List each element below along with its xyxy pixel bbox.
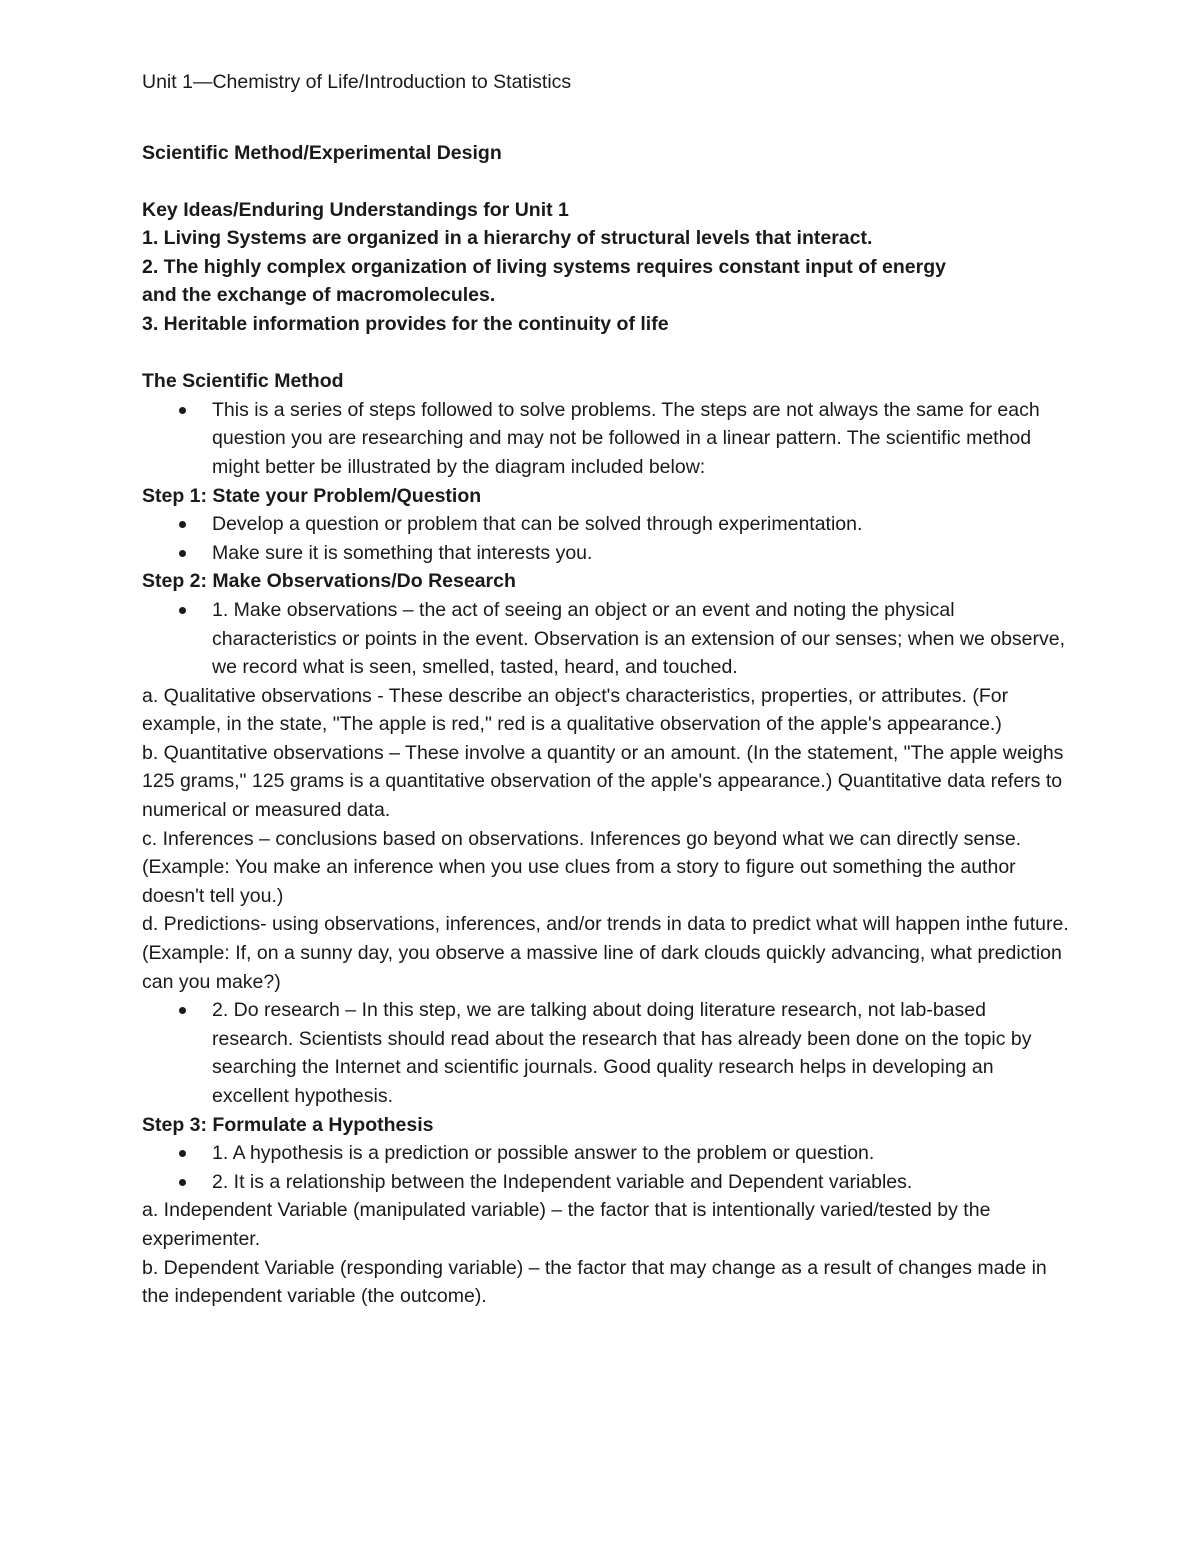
key-ideas-heading: Key Ideas/Enduring Understandings for Unit 1: [142, 198, 569, 221]
document-page: [142, 68, 1072, 1311]
bullet-icon: [179, 521, 186, 528]
bullet-icon: [179, 1007, 186, 1014]
list-item: Make sure it is something that interests you.: [212, 539, 1072, 568]
bullet-icon: [179, 407, 186, 414]
independent-variable: a. Independent Variable (manipulated variable) – the factor that is intentionally varied/tested by the experimenter.: [142, 1199, 991, 1250]
bullet-icon: [179, 1150, 186, 1157]
key-idea-2-line2: and the exchange of macromolecules.: [142, 284, 496, 307]
list-item: 2. Do research – In this step, we are talking about doing literature research, not lab-based research. Scientists should read about the research that has already been done on the topic by searching the Internet and scientific journals. Good quality research helps in developing an excellent hypothesis.: [212, 996, 1072, 1110]
step2-list-2: [142, 996, 1072, 1110]
inferences: c. Inferences – conclusions based on observations. Inferences go beyond what we can directly sense. (Example: You make an inference when you use clues from a story to figure out something the author doesn't tell you.): [142, 827, 1022, 907]
list-item: 1. Make observations – the act of seeing an object or an event and noting the physical characteristics or points in the event. Observation is an extension of our senses; when we observe, we record what is seen, smelled, tasted, heard, and touched.: [212, 596, 1072, 682]
list-item: 2. It is a relationship between the Independent variable and Dependent variables.: [212, 1168, 1072, 1197]
scientific-method-heading: The Scientific Method: [142, 370, 344, 393]
section-title: Scientific Method/Experimental Design: [142, 141, 502, 164]
list-item: This is a series of steps followed to solve problems. The steps are not always the same for each question you are researching and may not be followed in a linear pattern. The scientific method might better be illustrated by the diagram included below:: [212, 396, 1072, 482]
dependent-variable: b. Dependent Variable (responding variable) – the factor that may change as a result of changes made in the independent variable (the outcome).: [142, 1256, 1047, 1308]
predictions: d. Predictions- using observations, inferences, and/or trends in data to predict what will happen inthe future. (Example: If, on a sunny day, you observe a massive line of dark clouds quickly advancing, what prediction can you make?): [142, 913, 1069, 993]
bullet-icon: [179, 550, 186, 557]
key-idea-1: 1. Living Systems are organized in a hierarchy of structural levels that interact.: [142, 227, 873, 250]
key-idea-2-line1: 2. The highly complex organization of living systems requires constant input of energy: [142, 255, 946, 278]
step1-list: [142, 510, 1072, 567]
qualitative-observations: a. Qualitative observations - These describe an object's characteristics, properties, or attributes. (For example, in the state, "The apple is red," red is a qualitative observation of the apple's appearance.): [142, 684, 1009, 736]
step1-heading: Step 1: State your Problem/Question: [142, 484, 482, 507]
step2-heading: Step 2: Make Observations/Do Research: [142, 570, 516, 593]
step3-list: [142, 1139, 1072, 1196]
scientific-method-list: [142, 396, 1072, 482]
quantitative-observations: b. Quantitative observations – These involve a quantity or an amount. (In the statement, "The apple weighs 125 grams," 125 grams is a quantitative observation of the apple's appearance.) Quantitative data refers to numerical or measured data.: [142, 741, 1064, 822]
unit-title: Unit 1—Chemistry of Life/Introduction to Statistics: [142, 71, 572, 93]
bullet-icon: [179, 1179, 186, 1186]
bullet-icon: [179, 607, 186, 614]
step3-heading: Step 3: Formulate a Hypothesis: [142, 1113, 434, 1136]
list-item: Develop a question or problem that can be solved through experimentation.: [212, 510, 1072, 539]
key-idea-3: 3. Heritable information provides for the continuity of life: [142, 313, 669, 336]
step2-list-1: [142, 596, 1072, 682]
list-item: 1. A hypothesis is a prediction or possible answer to the problem or question.: [212, 1139, 1072, 1168]
